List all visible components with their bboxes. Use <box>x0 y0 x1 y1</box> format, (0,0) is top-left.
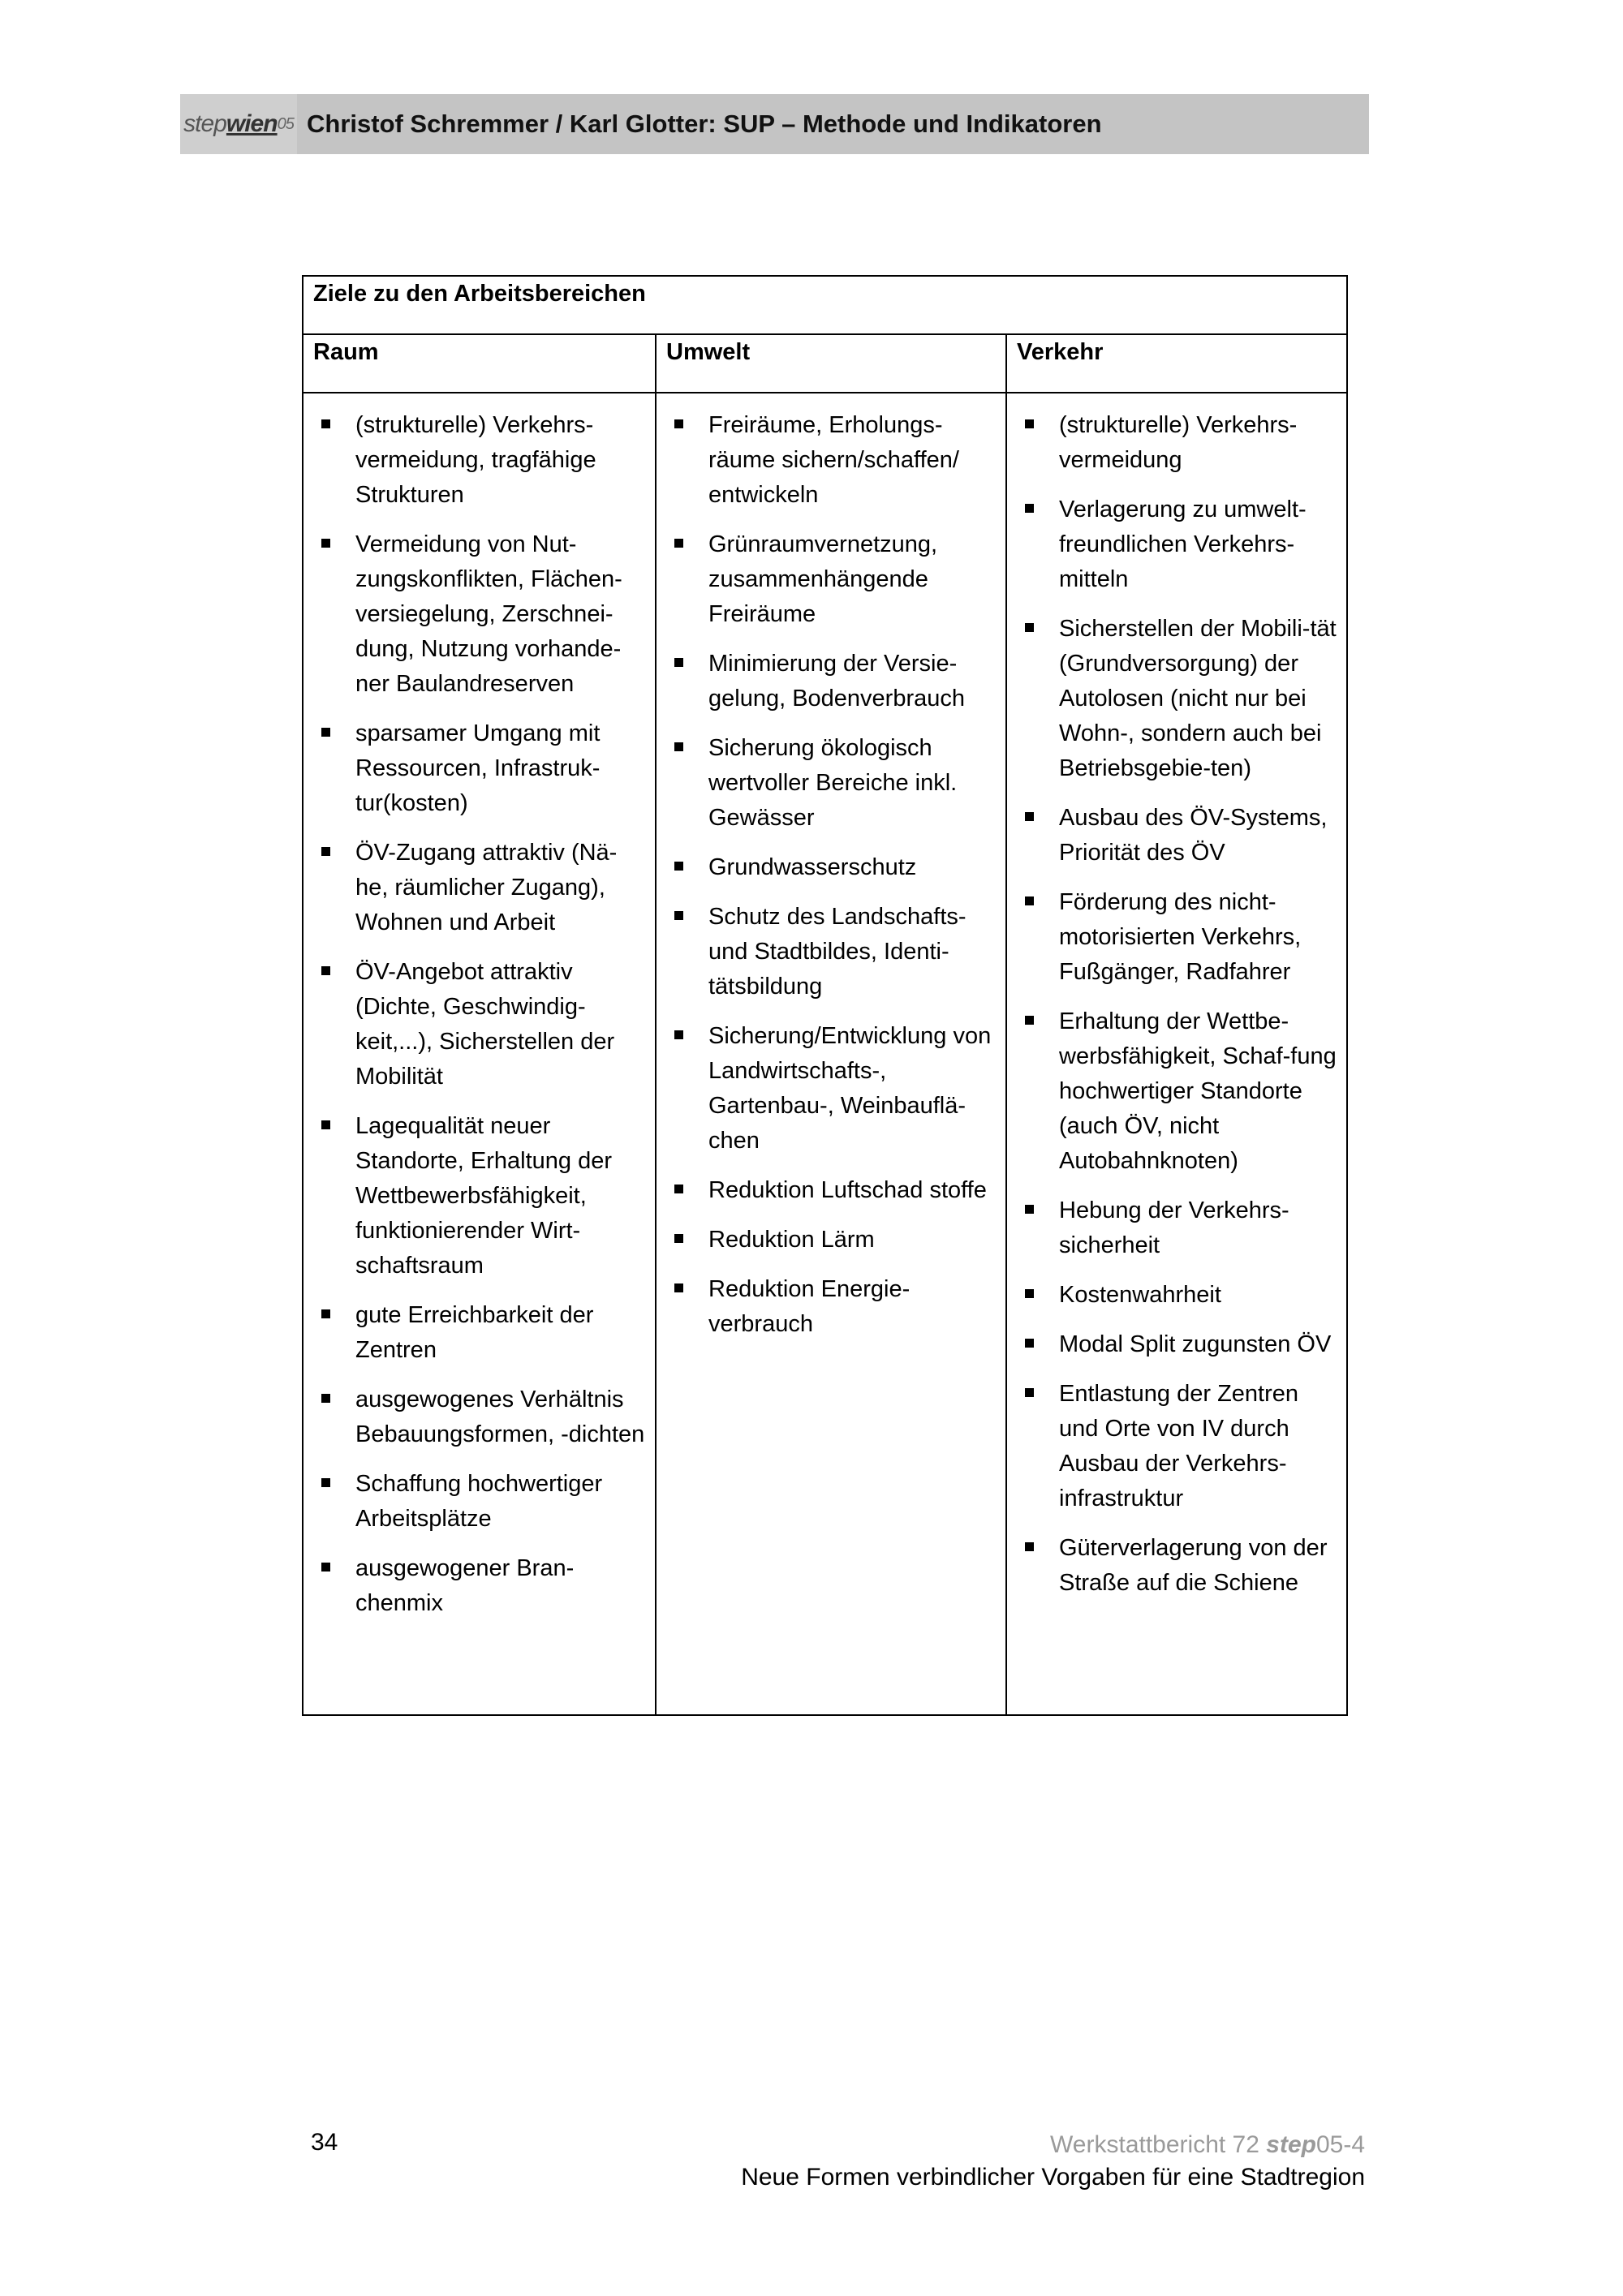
verkehr-list <box>1014 408 1340 1601</box>
table-title: Ziele zu den Arbeitsbereichen <box>303 276 1347 334</box>
list-item: (strukturelle) Verkehrs-vermeidung <box>1014 408 1340 478</box>
column-umwelt <box>656 393 1006 1715</box>
column-raum <box>303 393 656 1715</box>
list-item: Erhaltung der Wettbe-werbsfähigkeit, Schaf-fung hochwertiger Standorte (auch ÖV, nicht Autobahnknoten) <box>1014 1004 1340 1179</box>
column-header-raum: Raum <box>303 334 656 393</box>
list-item: ausgewogenes Verhältnis Bebauungsformen, -dichten <box>310 1382 648 1452</box>
logo-text-step: step <box>183 110 226 137</box>
list-item: Hebung der Verkehrs-sicherheit <box>1014 1193 1340 1263</box>
goals-table <box>302 275 1348 1716</box>
list-item: Sicherung ökologisch wertvoller Bereiche inkl. Gewässer <box>663 731 999 836</box>
list-item: Freiräume, Erholungs-räume sichern/schaffen/ entwickeln <box>663 408 999 513</box>
list-item: Schutz des Landschafts- und Stadtbildes, Identi-tätsbildung <box>663 900 999 1004</box>
column-header-verkehr: Verkehr <box>1006 334 1347 393</box>
column-header-umwelt: Umwelt <box>656 334 1006 393</box>
list-item: Sicherstellen der Mobili-tät (Grundversorgung) der Autolosen (nicht nur bei Wohn-, sondern auch bei Betriebsgebie-ten) <box>1014 612 1340 786</box>
umwelt-list <box>663 408 999 1342</box>
report-suffix: 05-4 <box>1315 2131 1365 2158</box>
list-item: Lagequalität neuer Standorte, Erhaltung der Wettbewerbsfähigkeit, funktionierender Wirt-schaftsraum <box>310 1109 648 1283</box>
list-item: Vermeidung von Nut-zungskonflikten, Flächen-versiegelung, Zerschnei-dung, Nutzung vorhande-ner Baulandreserven <box>310 527 648 702</box>
list-item: ÖV-Zugang attraktiv (Nä-he, räumlicher Zugang), Wohnen und Arbeit <box>310 836 648 940</box>
header-title: Christof Schremmer / Karl Glotter: SUP – Methode und Indikatoren <box>307 110 1102 138</box>
list-item: sparsamer Umgang mit Ressourcen, Infrastruk-tur(kosten) <box>310 716 648 821</box>
header-bar <box>297 94 1369 154</box>
list-item: Reduktion Luftschad stoffe <box>663 1173 999 1208</box>
list-item: Reduktion Lärm <box>663 1223 999 1258</box>
list-item: (strukturelle) Verkehrs-vermeidung, tragfähige Strukturen <box>310 408 648 513</box>
logo-text-year: 05 <box>277 114 294 133</box>
list-item: Modal Split zugunsten ÖV <box>1014 1327 1340 1362</box>
list-item: Sicherung/Entwicklung von Landwirtschafts-, Gartenbau-, Weinbauflä-chen <box>663 1019 999 1159</box>
list-item: Schaffung hochwertiger Arbeitsplätze <box>310 1467 648 1537</box>
footer <box>741 2129 1365 2194</box>
table-body-row <box>303 393 1347 1715</box>
stepwien-logo <box>180 94 297 154</box>
table-title-row <box>303 276 1347 334</box>
footer-subtitle: Neue Formen verbindlicher Vorgaben für eine Stadtregion <box>741 2164 1365 2191</box>
report-line <box>741 2129 1365 2161</box>
list-item: ausgewogener Bran-chenmix <box>310 1551 648 1621</box>
raum-list <box>310 408 648 1621</box>
list-item: ÖV-Angebot attraktiv (Dichte, Geschwindig-keit,...), Sicherstellen der Mobilität <box>310 955 648 1094</box>
list-item: Grünraumvernetzung, zusammenhängende Freiräume <box>663 527 999 632</box>
list-item: Kostenwahrheit <box>1014 1278 1340 1313</box>
list-item: Minimierung der Versie-gelung, Bodenverbrauch <box>663 647 999 716</box>
list-item: Entlastung der Zentren und Orte von IV durch Ausbau der Verkehrs-infrastruktur <box>1014 1377 1340 1516</box>
page-number: 34 <box>311 2129 338 2156</box>
logo-text-wien: wien <box>226 110 278 137</box>
report-brand: step <box>1266 2131 1316 2158</box>
list-item: Ausbau des ÖV-Systems, Priorität des ÖV <box>1014 801 1340 871</box>
list-item: Verlagerung zu umwelt-freundlichen Verkehrs-mitteln <box>1014 492 1340 597</box>
page-header <box>180 94 1369 154</box>
list-item: Grundwasserschutz <box>663 850 999 885</box>
table-header-row <box>303 334 1347 393</box>
list-item: Förderung des nicht-motorisierten Verkehrs, Fußgänger, Radfahrer <box>1014 885 1340 990</box>
list-item: Reduktion Energie-verbrauch <box>663 1272 999 1342</box>
report-prefix: Werkstattbericht 72 <box>1050 2131 1267 2158</box>
list-item: gute Erreichbarkeit der Zentren <box>310 1298 648 1368</box>
column-verkehr <box>1006 393 1347 1715</box>
list-item: Güterverlagerung von der Straße auf die Schiene <box>1014 1531 1340 1601</box>
